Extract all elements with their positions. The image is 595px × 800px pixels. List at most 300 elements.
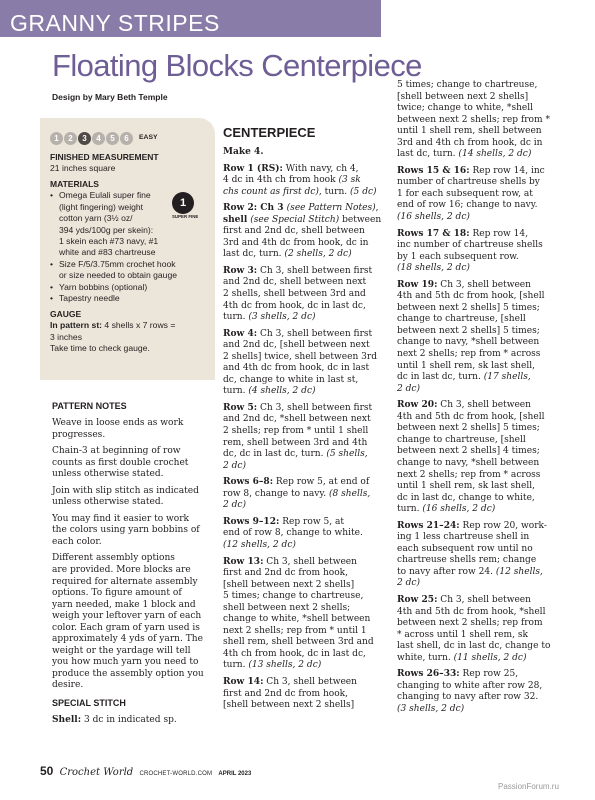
text-run: 2 dc): [397, 383, 421, 394]
text-run: between next 2 shells] 4 times;: [397, 446, 540, 457]
text-line: [52, 514, 222, 526]
text-line: [52, 458, 222, 470]
text-run: until 1 shell rem, sk last shell,: [397, 481, 536, 492]
text-run: 3 dc in indicated sp.: [81, 715, 177, 726]
text-line: [223, 203, 391, 215]
text-line: [397, 92, 563, 104]
text-run: With navy, ch 4,: [282, 163, 359, 174]
text-line: [223, 226, 391, 238]
materials-line: 394 yds/100g per skein):: [59, 224, 154, 235]
text-line: [397, 229, 563, 241]
text-run: (3 shells, 2 dc): [397, 703, 465, 714]
text-line: [52, 565, 222, 577]
text-line: [397, 607, 563, 619]
text-run: inc number of chartreuse shells: [397, 240, 543, 251]
text-run: by 1 each subsequent row.: [397, 251, 519, 262]
text-run: end of row 8, change to white.: [223, 528, 363, 539]
text-run: dc, dc in last dc, turn.: [223, 449, 327, 460]
text-run: between: [339, 214, 382, 225]
text-run: Row 20:: [397, 400, 438, 411]
text-run: Rep row 25,: [459, 669, 519, 680]
text-run: 5 times; change to chartreuse,: [397, 80, 538, 90]
text-run: 2 shells, shell between 3rd and: [223, 289, 366, 300]
text-run: unless otherwise stated.: [52, 469, 164, 480]
text-line: [397, 314, 563, 326]
text-run: Row 14:: [223, 676, 264, 687]
text-run: between next 2 shells; rep from *: [397, 114, 550, 125]
pattern-paragraph: [223, 266, 391, 324]
text-line: [397, 166, 563, 178]
text-run: You may find it easier to work: [52, 513, 190, 524]
text-line: [223, 500, 391, 512]
text-run: Weave in loose ends as work: [52, 418, 184, 428]
pattern-paragraph: [397, 669, 563, 715]
text-line: [223, 557, 391, 569]
page-number: 50: [40, 764, 54, 778]
text-line: [223, 215, 391, 227]
text-line: [397, 446, 563, 458]
text-run: first and 2nd dc from hook,: [223, 688, 349, 699]
text-run: weight or the yardage will tell: [52, 645, 191, 656]
pattern-paragraph: [52, 553, 222, 692]
text-line: [52, 525, 222, 537]
text-run: and 2nd dc, [shell between next: [223, 340, 370, 351]
text-run: first and 2nd dc from hook,: [223, 568, 349, 579]
text-line: [397, 263, 563, 275]
text-line: [223, 614, 391, 626]
text-run: 3rd and 4th ch from hook, dc in: [397, 137, 543, 148]
text-line: [223, 626, 391, 638]
gauge-heading: GAUGE: [50, 309, 82, 320]
text-run: (12 shells,: [495, 566, 543, 577]
text-run: each color.: [52, 536, 102, 547]
text-line: [397, 177, 563, 189]
text-run: 2 dc): [397, 578, 421, 589]
text-run: (5 dc): [350, 186, 377, 197]
pattern-paragraph: [52, 486, 222, 509]
text-run: progresses.: [52, 429, 106, 440]
centerpiece-column: [223, 125, 391, 717]
text-run: Rep row 14, inc: [469, 165, 545, 176]
text-line: [397, 653, 563, 665]
text-run: ,: [375, 203, 379, 214]
text-run: [shell between next 2 shells]: [223, 700, 355, 711]
text-run: Ch 3, shell between: [437, 594, 531, 605]
text-run: 4th and 5th dc from hook, [shell: [397, 411, 545, 422]
text-line: [223, 461, 391, 473]
pattern-paragraph: [397, 166, 563, 224]
text-run: you how much yarn you need to: [52, 657, 199, 668]
skill-level-dot: 4: [92, 132, 105, 145]
text-run: options. To figure amount of: [52, 588, 182, 599]
text-run: Rows 15 & 16:: [397, 165, 470, 176]
pattern-info-sidebar: [40, 118, 215, 380]
text-run: counts as first double crochet: [52, 457, 189, 468]
text-run: approximately 4 yds of yarn. The: [52, 634, 203, 645]
text-run: 4 dc in 4th ch from hook: [223, 175, 339, 186]
text-line: [52, 669, 222, 681]
text-line: [52, 497, 222, 509]
text-run: 4th ch from hook, dc in last dc,: [223, 648, 366, 659]
pattern-paragraph: [397, 229, 563, 275]
text-run: change to white, *shell between: [223, 614, 371, 625]
text-run: between next 2 shells] 5 times;: [397, 423, 540, 434]
text-run: last dc, turn.: [223, 249, 285, 260]
text-run: last shell, dc in last dc, change to: [397, 641, 551, 652]
text-line: [397, 669, 563, 681]
text-line: [223, 238, 391, 250]
text-line: [397, 692, 563, 704]
text-line: [223, 700, 391, 712]
text-line: [223, 568, 391, 580]
materials-line: • Yarn bobbins (optional): [59, 281, 148, 292]
text-run: until 1 shell rem, sk last shell,: [397, 360, 536, 371]
text-line: [397, 326, 563, 338]
text-run: 4th and 5th dc from hook, [shell: [397, 291, 545, 302]
designer-credit: Design by Mary Beth Temple: [52, 92, 168, 102]
text-run: unless otherwise stated.: [52, 497, 164, 508]
text-run: Rows 26–33:: [397, 669, 460, 680]
text-line: [52, 611, 222, 623]
text-run: white, turn.: [397, 652, 454, 663]
text-run: Rep row 5, at end of: [273, 477, 370, 488]
text-line: [52, 430, 222, 442]
materials-line: (light fingering) weight: [59, 201, 144, 212]
text-line: [397, 400, 563, 412]
text-run: change to navy, *shell between: [397, 457, 540, 468]
text-line: [397, 641, 563, 653]
text-line: [397, 80, 563, 92]
text-run: and 2nd dc, *shell between next: [223, 414, 371, 425]
text-line: [397, 493, 563, 505]
magazine-website: CROCHET-WORLD.COM: [139, 771, 213, 777]
text-line: [52, 469, 222, 481]
text-run: 4th and 5th dc from hook, *shell: [397, 606, 546, 617]
text-line: [397, 521, 563, 533]
text-run: Ch 3, shell between: [437, 400, 531, 411]
text-line: [52, 657, 222, 669]
text-run: ing 1 less chartreuse shell in: [397, 532, 530, 543]
text-run: chs count as first dc): [223, 186, 319, 197]
text-line: [397, 704, 563, 716]
text-line: [397, 240, 563, 252]
text-line: [397, 337, 563, 349]
text-run: (18 shells, 2 dc): [397, 263, 470, 274]
text-run: (3 shells, 2 dc): [248, 312, 316, 323]
text-run: Ch 3, shell between first: [257, 328, 373, 339]
text-run: dc in last dc, change to white,: [397, 492, 535, 503]
text-line: [52, 537, 222, 549]
text-line: [397, 200, 563, 212]
text-run: [shell between next 2 shells]: [223, 579, 355, 590]
text-run: Rep row 20, work-: [459, 520, 547, 531]
text-run: change to navy, *shell between: [397, 337, 540, 348]
text-line: [52, 646, 222, 658]
text-run: 2 shells] twice, shell between 3rd: [223, 351, 378, 362]
gauge-label: In pattern st:: [50, 320, 103, 331]
text-line: [223, 660, 391, 672]
text-run: shell rem, shell between 3rd and: [223, 637, 374, 648]
text-line: [397, 458, 563, 470]
text-line: [397, 423, 563, 435]
gauge-value: 4 shells x 7 rows =: [102, 320, 176, 331]
materials-line: • Size F/5/3.75mm crochet hook: [59, 258, 176, 269]
text-line: [223, 528, 391, 540]
text-line: [397, 138, 563, 150]
text-line: [223, 438, 391, 450]
text-line: [52, 634, 222, 646]
text-run: end of row 16; change to navy.: [397, 200, 538, 211]
text-run: turn.: [223, 386, 249, 397]
pattern-paragraph: [52, 514, 222, 549]
text-run: Different assembly options: [52, 553, 175, 564]
text-run: last dc, turn.: [397, 149, 459, 160]
text-run: each subsequent row until no: [397, 543, 533, 554]
text-line: [223, 689, 391, 701]
text-line: [52, 577, 222, 589]
text-run: turn.: [397, 504, 423, 515]
text-line: [52, 486, 222, 498]
text-run: turn.: [223, 312, 249, 323]
text-run: Rows 17 & 18:: [397, 228, 470, 239]
pattern-paragraph: [397, 400, 563, 515]
issue-date: APRIL 2023: [218, 771, 252, 777]
text-line: [223, 249, 391, 261]
text-line: [397, 103, 563, 115]
pattern-notes-column: [52, 400, 222, 732]
text-line: [397, 252, 563, 264]
text-line: [223, 340, 391, 352]
materials-item: [50, 259, 209, 282]
text-run: (2 shells, 2 dc): [284, 249, 352, 260]
text-run: row 8, change to navy.: [223, 488, 329, 499]
text-run: [shell between next 2 shells]: [397, 91, 529, 102]
skill-level-label: EASY: [139, 134, 158, 142]
text-run: (3 sk: [338, 175, 361, 186]
text-run: next 2 shells; rep from * across: [397, 349, 541, 360]
text-run: 2 shells; rep from * until 1 shell: [223, 426, 369, 437]
text-line: [397, 189, 563, 201]
text-line: [223, 329, 391, 341]
pattern-paragraph: [223, 403, 391, 472]
text-line: [223, 187, 391, 199]
text-line: [223, 517, 391, 529]
text-line: [397, 291, 563, 303]
text-line: [223, 175, 391, 187]
text-run: Rows 21–24:: [397, 520, 460, 531]
text-run: number of chartreuse shells by: [397, 177, 540, 188]
text-run: yarn needed, make 1 block and: [52, 599, 196, 610]
materials-line: white and #83 chartreuse: [59, 247, 156, 258]
text-run: changing to white after row 28,: [397, 680, 543, 691]
text-line: [52, 553, 222, 565]
text-run: rem, shell between 3rd and 4th: [223, 437, 368, 448]
centerpiece-continued-column: [397, 80, 563, 720]
text-run: between next 2 shells] 5 times;: [397, 325, 540, 336]
text-line: [397, 470, 563, 482]
text-line: [397, 361, 563, 373]
text-run: (see Pattern Notes): [286, 203, 376, 214]
text-run: (4 shells, 2 dc): [248, 386, 316, 397]
text-run: changing to navy after row 32.: [397, 692, 539, 703]
text-line: [52, 623, 222, 635]
text-run: required for alternate assembly: [52, 576, 198, 587]
text-run: dc in last dc, turn.: [397, 372, 484, 383]
text-run: Rep row 5, at: [279, 516, 344, 527]
text-run: Ch 3, shell between: [263, 556, 357, 567]
pattern-paragraph: [52, 446, 222, 481]
materials-item: [50, 282, 209, 293]
text-line: [397, 349, 563, 361]
text-run: (17 shells,: [483, 372, 531, 383]
skill-level-dot: 6: [120, 132, 133, 145]
skill-level-dot: 2: [64, 132, 77, 145]
text-run: Shell:: [52, 715, 82, 726]
text-run: 2 dc): [223, 460, 247, 471]
page-footer: [40, 764, 251, 781]
pattern-paragraph: [223, 517, 391, 552]
text-line: [52, 715, 222, 727]
pattern-paragraph: [397, 521, 563, 590]
text-line: [397, 567, 563, 579]
text-run: turn.: [223, 660, 249, 671]
text-line: [223, 637, 391, 649]
text-run: change to chartreuse, [shell: [397, 434, 526, 445]
text-line: [223, 386, 391, 398]
text-line: [52, 418, 222, 430]
materials-heading: MATERIALS: [50, 179, 99, 190]
text-line: [397, 303, 563, 315]
text-run: between next 2 shells] 5 times;: [397, 302, 540, 313]
pattern-paragraph: [52, 715, 222, 727]
text-run: Ch 3, shell between first: [257, 402, 373, 413]
text-run: (16 shells, 2 dc): [397, 212, 470, 223]
text-line: [397, 149, 563, 161]
text-line: [397, 435, 563, 447]
section-heading: PATTERN NOTES: [52, 401, 127, 411]
section-heading: CENTERPIECE: [223, 125, 316, 140]
text-run: Row 1 (RS):: [223, 163, 283, 174]
text-run: change to chartreuse, [shell: [397, 314, 526, 325]
text-line: [397, 555, 563, 567]
text-run: 4th dc from hook, dc in last dc,: [223, 300, 366, 311]
pattern-paragraph: [397, 280, 563, 395]
materials-item: [50, 293, 209, 304]
text-run: next 2 shells; rep from * until 1: [223, 625, 367, 636]
section-heading: SPECIAL STITCH: [52, 698, 126, 709]
text-run: Join with slip stitch as indicated: [52, 485, 199, 496]
gauge-note: Take time to check gauge.: [50, 343, 150, 354]
skill-level-dot: 1: [50, 132, 63, 145]
text-line: [223, 649, 391, 661]
text-line: [223, 489, 391, 501]
text-line: [223, 164, 391, 176]
text-line: [397, 115, 563, 127]
text-line: [397, 384, 563, 396]
text-run: Row 13:: [223, 556, 264, 567]
text-line: [223, 277, 391, 289]
text-run: are provided. More blocks are: [52, 565, 191, 576]
text-run: (16 shells, 2 dc): [422, 504, 496, 515]
text-line: [223, 375, 391, 387]
yarn-weight-label: SUPER FINE: [172, 214, 199, 219]
text-run: Make 4.: [223, 147, 264, 157]
text-line: [223, 403, 391, 415]
pattern-paragraph: [52, 418, 222, 441]
text-line: [397, 372, 563, 384]
text-line: [397, 504, 563, 516]
skill-level-dot: 3: [78, 132, 91, 145]
text-line: [397, 595, 563, 607]
text-line: [223, 363, 391, 375]
text-run: desire.: [52, 680, 84, 691]
text-run: (11 shells, 2 dc): [453, 652, 527, 663]
text-run: and 4th dc from hook, dc in last: [223, 363, 370, 374]
text-line: [223, 289, 391, 301]
text-run: shell: [223, 214, 248, 225]
materials-line: • Tapestry needle: [59, 293, 120, 304]
text-run: 1 for each subsequent row, at: [397, 188, 533, 199]
text-run: chartreuse shells rem; change: [397, 555, 537, 566]
text-line: [397, 212, 563, 224]
text-run: , turn.: [318, 186, 351, 197]
materials-line: 1 skein each #73 navy, #1: [59, 236, 159, 247]
text-run: Row 25:: [397, 594, 438, 605]
text-line: [223, 591, 391, 603]
pattern-paragraph: [223, 677, 391, 712]
text-line: [52, 446, 222, 458]
text-line: [223, 426, 391, 438]
text-run: and 2nd dc, shell between next: [223, 277, 367, 288]
text-line: [397, 532, 563, 544]
text-run: (see Special Stitch): [250, 214, 340, 225]
text-run: weigh your leftover yarn of each: [52, 611, 202, 622]
page-title: Floating Blocks Centerpiece: [52, 48, 422, 83]
materials-line: or size needed to obtain gauge: [59, 270, 178, 281]
text-line: [52, 588, 222, 600]
text-line: [52, 680, 222, 692]
pattern-paragraph: [223, 147, 391, 159]
text-run: (5 shells,: [326, 449, 368, 460]
text-run: the colors using yarn bobbins of: [52, 525, 200, 536]
text-run: Rep row 14,: [469, 228, 529, 239]
text-run: dc, change to white in last st,: [223, 374, 359, 385]
text-run: Rows 6–8:: [223, 477, 274, 488]
text-run: color. Each gram of yarn used is: [52, 622, 200, 633]
yarn-weight-number: 1: [172, 192, 194, 214]
text-line: [223, 147, 391, 159]
text-line: [223, 301, 391, 313]
text-run: Row 5:: [223, 402, 258, 413]
text-run: to navy after row 24.: [397, 566, 496, 577]
pattern-paragraph: [223, 164, 391, 199]
text-run: 2 dc): [223, 500, 247, 511]
text-run: (8 shells,: [328, 488, 371, 499]
text-run: first and 2nd dc, shell between: [223, 226, 365, 237]
text-run: shell between next 2 shells;: [223, 602, 351, 613]
text-line: [397, 280, 563, 292]
text-run: Row 19:: [397, 279, 438, 290]
text-line: [397, 681, 563, 693]
pattern-paragraph: [223, 203, 391, 261]
text-run: 3rd and 4th dc from hook, dc in: [223, 237, 369, 248]
text-line: [223, 414, 391, 426]
text-run: Ch 3, shell between: [437, 279, 531, 290]
finished-measurement-heading: FINISHED MEASUREMENT: [50, 152, 159, 162]
section-label: GRANNY STRIPES: [10, 10, 220, 36]
text-line: [397, 578, 563, 590]
gauge-line: 3 inches: [50, 331, 83, 342]
